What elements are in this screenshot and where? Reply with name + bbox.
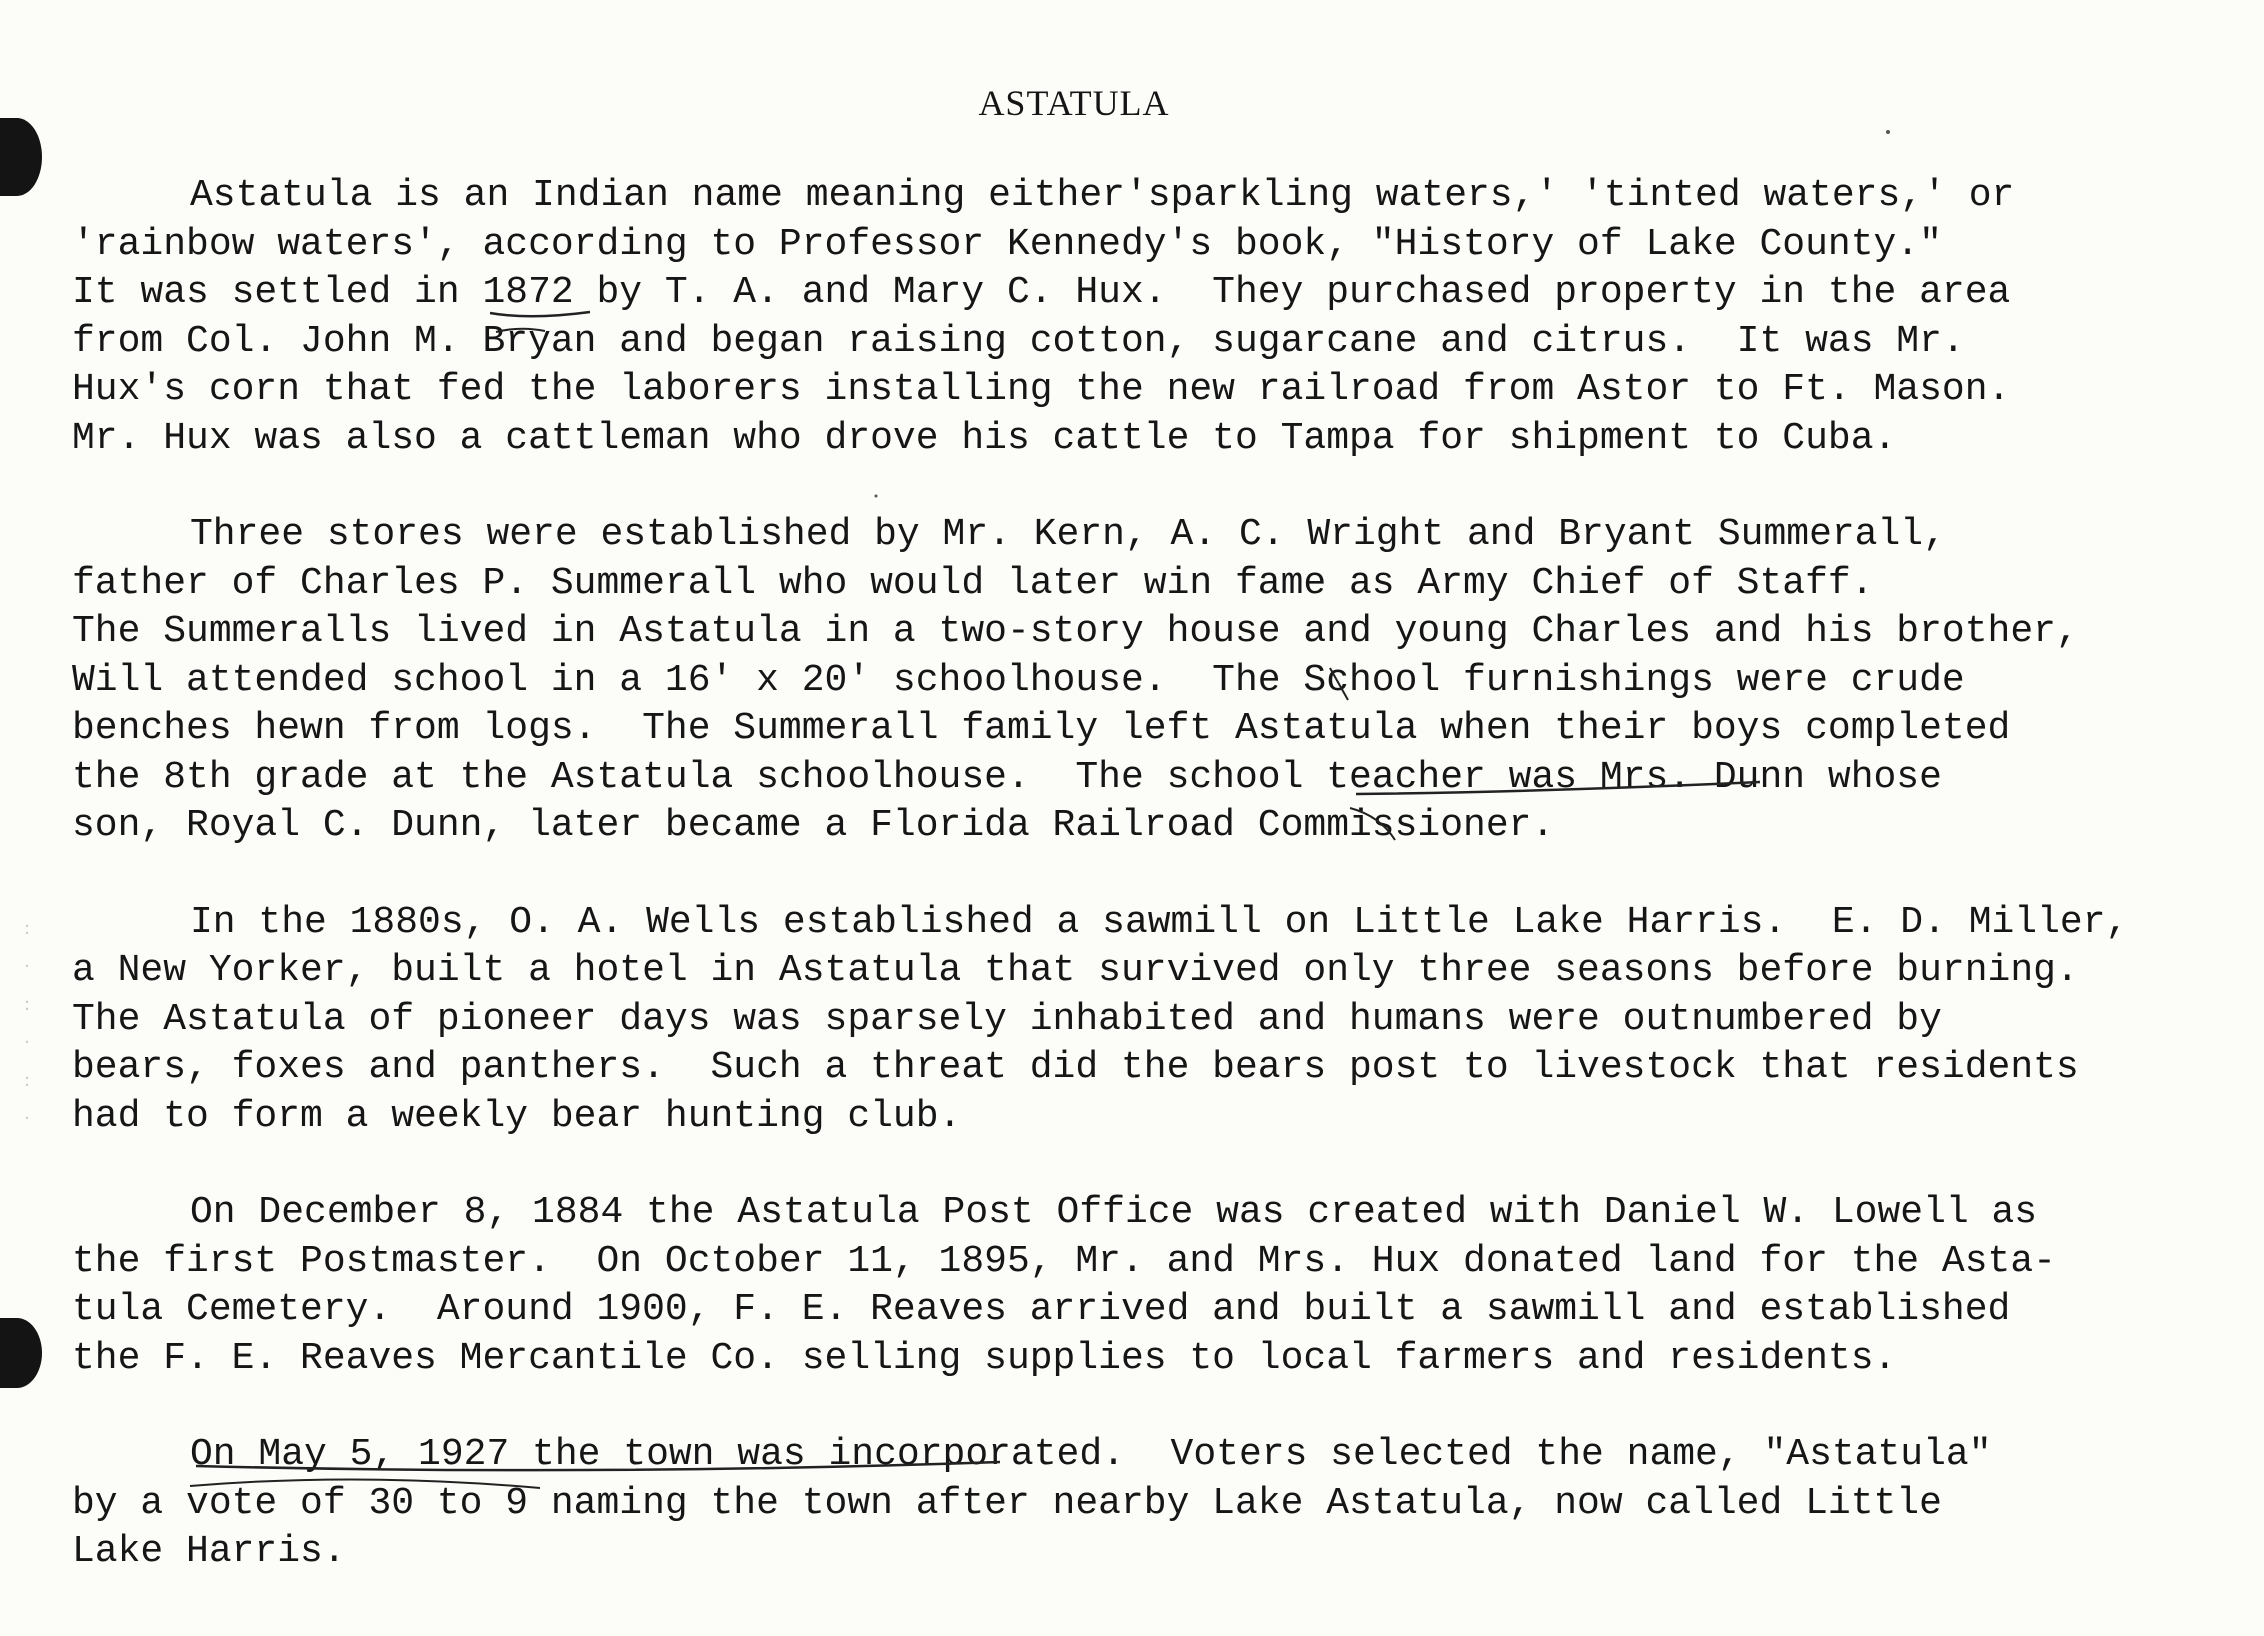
text-line: the F. E. Reaves Mercantile Co. selling supplies to local farmers and residents. bbox=[72, 1336, 1897, 1380]
text-line: Three stores were established by Mr. Kern, A. C. Wright and Bryant Summerall, bbox=[190, 513, 1946, 556]
binder-hole-bottom bbox=[0, 1318, 42, 1388]
text-line: bears, foxes and panthers. Such a threat did the bears post to livestock that residents bbox=[72, 1046, 2079, 1089]
text-line: from Col. John M. Bryan and began raising cotton, sugarcane and citrus. It was Mr. bbox=[72, 319, 1965, 363]
text-line: had to form a weekly bear hunting club. bbox=[72, 1094, 962, 1138]
text-line: father of Charles P. Summerall who would later win fame as Army Chief of Staff. bbox=[72, 561, 1874, 605]
scan-specks: : · : · : · bbox=[24, 918, 31, 1129]
text-line: 'rainbow waters', according to Professor Kennedy's book, "History of Lake County." bbox=[72, 222, 1942, 266]
document-body bbox=[72, 172, 2192, 1625]
text-line: In the 1880s, O. A. Wells established a sawmill on Little Lake Harris. E. D. Miller, bbox=[190, 900, 2129, 944]
paragraph-1 bbox=[72, 172, 2192, 463]
text-line: son, Royal C. Dunn, later became a Florida Railroad Commissioner. bbox=[72, 804, 1555, 847]
text-line: The Summeralls lived in Astatula in a two-story house and young Charles and his brother, bbox=[72, 610, 2079, 653]
page-title: ASTATULA bbox=[978, 83, 1170, 123]
text-line: On May 5, 1927 the town was incorporated. Voters selected the name, "Astatula" bbox=[190, 1433, 1992, 1476]
text-line: Lake Harris. bbox=[72, 1530, 346, 1573]
text-line: Mr. Hux was also a cattleman who drove his cattle to Tampa for shipment to Cuba. bbox=[72, 416, 1897, 460]
paragraph-2 bbox=[72, 511, 2192, 851]
text-line: tula Cemetery. Around 1900, F. E. Reaves arrived and built a sawmill and established bbox=[72, 1288, 2011, 1331]
text-line: a New Yorker, built a hotel in Astatula that survived only three seasons before burning. bbox=[72, 949, 2079, 992]
text-line: benches hewn from logs. The Summerall family left Astatula when their boys completed bbox=[72, 707, 2011, 750]
text-line: the first Postmaster. On October 11, 1895, Mr. and Mrs. Hux donated land for the Asta- bbox=[72, 1239, 2056, 1283]
speck bbox=[1886, 130, 1890, 134]
text-line: Will attended school in a 16' x 20' schoolhouse. The School furnishings were crude bbox=[72, 658, 1965, 702]
text-line: the 8th grade at the Astatula schoolhouse. The school teacher was Mrs. Dunn whose bbox=[72, 755, 1942, 799]
paragraph-5 bbox=[72, 1431, 2192, 1577]
text-line: The Astatula of pioneer days was sparsely inhabited and humans were outnumbered by bbox=[72, 997, 1942, 1041]
paragraph-4 bbox=[72, 1189, 2192, 1383]
paragraph-3 bbox=[72, 899, 2192, 1142]
text-line: Astatula is an Indian name meaning either'sparkling waters,' 'tinted waters,' or bbox=[190, 174, 2015, 217]
text-line: It was settled in 1872 by T. A. and Mary C. Hux. They purchased property in the area bbox=[72, 271, 2011, 314]
text-line: Hux's corn that fed the laborers installing the new railroad from Astor to Ft. Mason. bbox=[72, 368, 2011, 411]
binder-hole-top bbox=[0, 118, 42, 196]
text-line: On December 8, 1884 the Astatula Post Office was created with Daniel W. Lowell as bbox=[190, 1191, 2038, 1234]
text-line: by a vote of 30 to 9 naming the town after nearby Lake Astatula, now called Little bbox=[72, 1481, 1942, 1525]
